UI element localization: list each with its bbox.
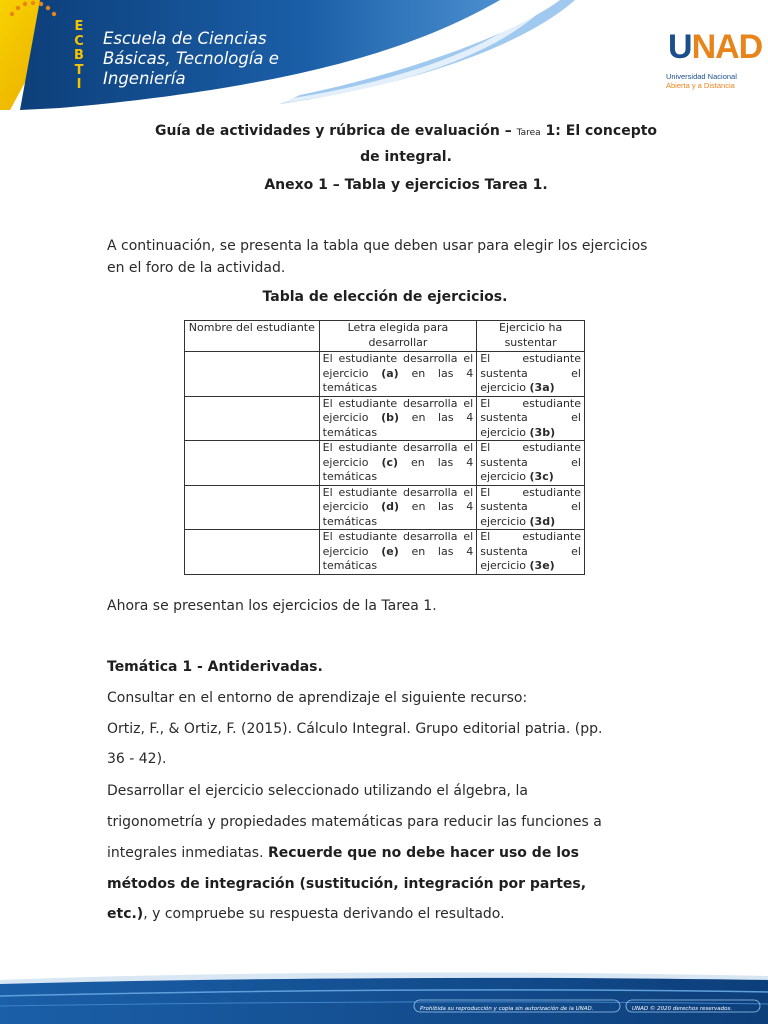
footer-copy-notice: Prohibida su reproducción y copia sin autorización de la UNAD.	[420, 1006, 594, 1012]
unad-nad: NAD	[691, 28, 763, 66]
cell-text: El estudiante sustenta el ejercicio	[480, 441, 581, 483]
reference-line: 36 - 42).	[107, 751, 167, 767]
acronym-letter: T	[74, 62, 84, 78]
exercises-intro: Ahora se presentan los ejercicios de la Tarea 1.	[107, 598, 437, 614]
title-small: Tarea	[516, 128, 541, 138]
develop-cell	[319, 485, 477, 530]
reference-line: Ortiz, F., & Ortiz, F. (2015). Cálculo Integral. Grupo editorial patria. (pp.	[107, 721, 603, 737]
instruction-line: trigonometría y propiedades matemáticas para reducir las funciones a	[107, 814, 602, 830]
develop-cell	[319, 441, 477, 486]
develop-cell	[319, 352, 477, 397]
table-row	[185, 352, 585, 397]
column-header: Ejercicio ha sustentar	[477, 321, 585, 352]
annex-heading: Anexo 1 – Tabla y ejercicios Tarea 1.	[264, 177, 548, 193]
student-name-cell[interactable]	[185, 485, 320, 530]
instruction-line: métodos de integración (sustitución, integración por partes,	[107, 876, 587, 892]
cell-text: en las 4 temáticas	[322, 411, 474, 439]
instruction-text: integrales inmediatas.	[107, 845, 268, 861]
acronym-letter: B	[74, 48, 84, 63]
title-part: Guía de actividades y rúbrica de evaluación –	[154, 123, 517, 139]
table-caption: Tabla de elección de ejercicios.	[262, 289, 508, 305]
exercise-letter: (b)	[381, 411, 400, 424]
footer-graphic	[0, 962, 768, 1024]
sustain-cell	[477, 530, 585, 575]
cell-text: El estudiante desarrolla el ejercicio	[322, 352, 474, 380]
cell-text: El estudiante sustenta el ejercicio	[480, 396, 581, 439]
cell-text: El estudiante desarrolla el ejercicio	[322, 396, 474, 424]
exercise-letter: (e)	[381, 544, 399, 558]
student-name-cell[interactable]	[185, 441, 320, 486]
exercise-code: (3d)	[529, 514, 556, 528]
exercise-letter: (c)	[381, 455, 399, 469]
school-name-line: Básicas, Tecnología e	[103, 49, 279, 68]
topic-heading: Temática 1 - Antiderivadas.	[107, 659, 323, 675]
column-header: Letra elegida para desarrollar	[319, 321, 477, 352]
cell-text: en las 4 temáticas	[322, 500, 474, 528]
table-header-row	[185, 321, 585, 352]
intro-paragraph: A continuación, se presenta la tabla que deben usar para elegir los ejercicios en el foro de la actividad.	[107, 238, 648, 276]
cell-text: El estudiante sustenta el ejercicio	[480, 530, 581, 572]
cell-text: en las 4 temáticas	[322, 455, 474, 483]
school-name-line: Escuela de Ciencias	[103, 29, 267, 48]
header-banner	[0, 0, 768, 110]
cell-text: en las 4 temáticas	[322, 366, 474, 394]
cell-text: en las 4 temáticas	[322, 544, 474, 572]
exercise-code: (3a)	[529, 381, 555, 394]
cell-text: El estudiante desarrolla el ejercicio	[322, 485, 474, 513]
acronym-letter: E	[74, 19, 84, 34]
exercise-letter: (d)	[381, 500, 400, 513]
cell-text: El estudiante desarrolla el ejercicio	[322, 530, 474, 558]
document-title	[150, 119, 662, 169]
title-part: 1: El concepto de integral.	[360, 123, 658, 165]
footer-rights: UNAD © 2020 derechos reservados.	[632, 1006, 733, 1012]
unad-subtitle-1: Universidad Nacional	[666, 72, 737, 81]
exercise-code: (3b)	[529, 425, 556, 439]
instruction-line	[107, 906, 505, 922]
exercise-code: (3c)	[529, 470, 554, 483]
instruction-bold-text: etc.)	[107, 906, 144, 922]
instruction-bold-text: Recuerde que no debe hacer uso de los	[267, 845, 579, 861]
instruction-text: , y compruebe su respuesta derivando el resultado.	[143, 906, 505, 922]
exercise-letter: (a)	[381, 366, 399, 380]
unad-u: U	[668, 28, 692, 66]
instruction-line: Desarrollar el ejercicio seleccionado utilizando el álgebra, la	[107, 783, 528, 799]
unad-wordmark	[668, 30, 762, 64]
table-row	[185, 485, 585, 530]
unad-subtitle-2: Abierta y a Distancia	[666, 81, 735, 90]
sustain-cell	[477, 441, 585, 486]
column-header: Nombre del estudiante	[185, 321, 320, 352]
unad-logo-icon	[0, 0, 86, 70]
footer-banner	[0, 962, 768, 1024]
exercise-code: (3e)	[529, 559, 555, 572]
cell-text: El estudiante sustenta el ejercicio	[480, 485, 581, 528]
table-row	[185, 441, 585, 486]
sustain-cell	[477, 485, 585, 530]
student-name-cell[interactable]	[185, 352, 320, 397]
student-name-cell[interactable]	[185, 530, 320, 575]
acronym-letter: C	[74, 33, 84, 49]
school-name-line: Ingeniería	[103, 69, 186, 88]
consult-line: Consultar en el entorno de aprendizaje el siguiente recurso:	[107, 690, 528, 706]
student-name-cell[interactable]	[185, 396, 320, 441]
sustain-cell	[477, 396, 585, 441]
cell-text: El estudiante sustenta el ejercicio	[480, 352, 581, 394]
develop-cell	[319, 396, 477, 441]
develop-cell	[319, 530, 477, 575]
cell-text: El estudiante desarrolla el ejercicio	[322, 441, 474, 469]
sustain-cell	[477, 352, 585, 397]
table-row	[185, 396, 585, 441]
table-row	[185, 530, 585, 575]
exercise-choice-table	[184, 320, 585, 575]
acronym-letter: I	[76, 77, 82, 92]
school-name	[103, 29, 323, 89]
instruction-line	[107, 845, 579, 861]
